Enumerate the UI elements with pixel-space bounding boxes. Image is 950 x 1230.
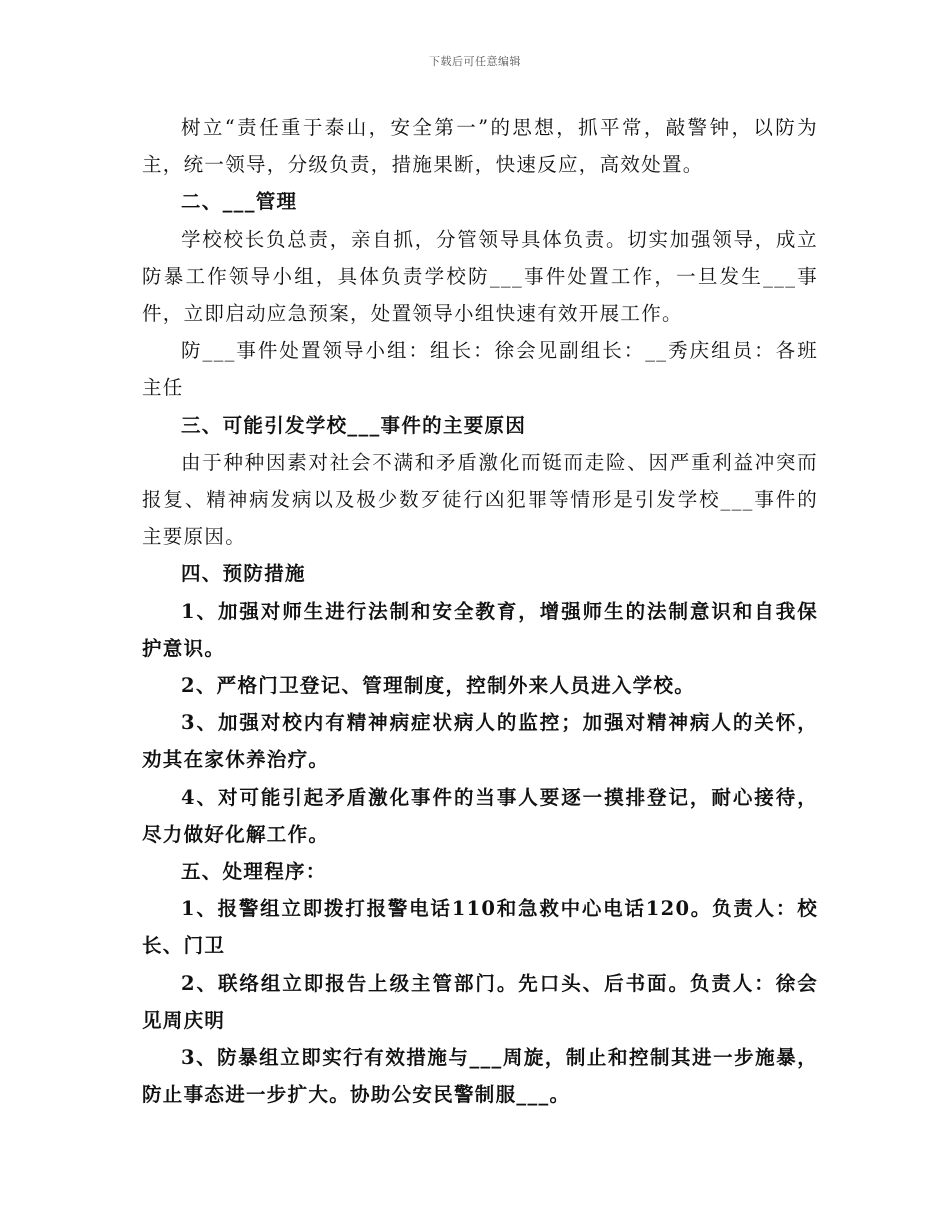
prevention-item-4: 4、对可能引起矛盾激化事件的当事人要逐一摸排登记，耐心接待，尽力做好化解工作。: [142, 785, 818, 846]
paragraph-leadership-group: 防___事件处置领导小组：组长：徐会见副组长：__秀庆组员：各班主任: [142, 339, 818, 400]
document-body: [142, 109, 818, 1113]
procedure-item-2: 2、联络组立即报告上级主管部门。先口头、后书面。负责人：徐会见周庆明: [142, 971, 818, 1032]
prevention-item-3: 3、加强对校内有精神病症状病人的监控；加强对精神病人的关怀，劝其在家休养治疗。: [142, 711, 818, 772]
section-heading-prevention: 四、预防措施: [181, 562, 306, 586]
paragraph-principle: 树立“责任重于泰山，安全第一”的思想，抓平常，敲警钟，以防为主，统一领导，分级负责，措施果断，快速反应，高效处置。: [142, 116, 818, 177]
prevention-item-2: 2、严格门卫登记、管理制度，控制外来人员进入学校。: [181, 674, 696, 698]
prevention-item-1: 1、加强对师生进行法制和安全教育，增强师生的法制意识和自我保护意识。: [142, 599, 818, 660]
paragraph-responsibility: 学校校长负总责，亲自抓，分管领导具体负责。切实加强领导，成立防暴工作领导小组，具体负责学校防___事件处置工作，一旦发生___事件，立即启动应急预案，处置领导小组快速有效开展工作。: [142, 227, 818, 326]
section-heading-causes: 三、可能引发学校___事件的主要原因: [181, 413, 527, 437]
section-heading-procedure: 五、处理程序：: [181, 860, 327, 884]
procedure-item-1: 1、报警组立即拨打报警电话110和急救中心电话120。负责人：校长、门卫: [142, 897, 818, 958]
page-header: 下载后可任意编辑: [429, 55, 521, 68]
paragraph-causes: 由于种种因素对社会不满和矛盾激化而铤而走险、因严重利益冲突而报复、精神病发病以及极少数歹徒行凶犯罪等情形是引发学校___事件的主要原因。: [142, 450, 818, 549]
procedure-item-3: 3、防暴组立即实行有效措施与___周旋，制止和控制其进一步施暴，防止事态进一步扩大。协助公安民警制服___。: [142, 1046, 818, 1107]
section-heading-management: 二、___管理: [181, 190, 298, 214]
